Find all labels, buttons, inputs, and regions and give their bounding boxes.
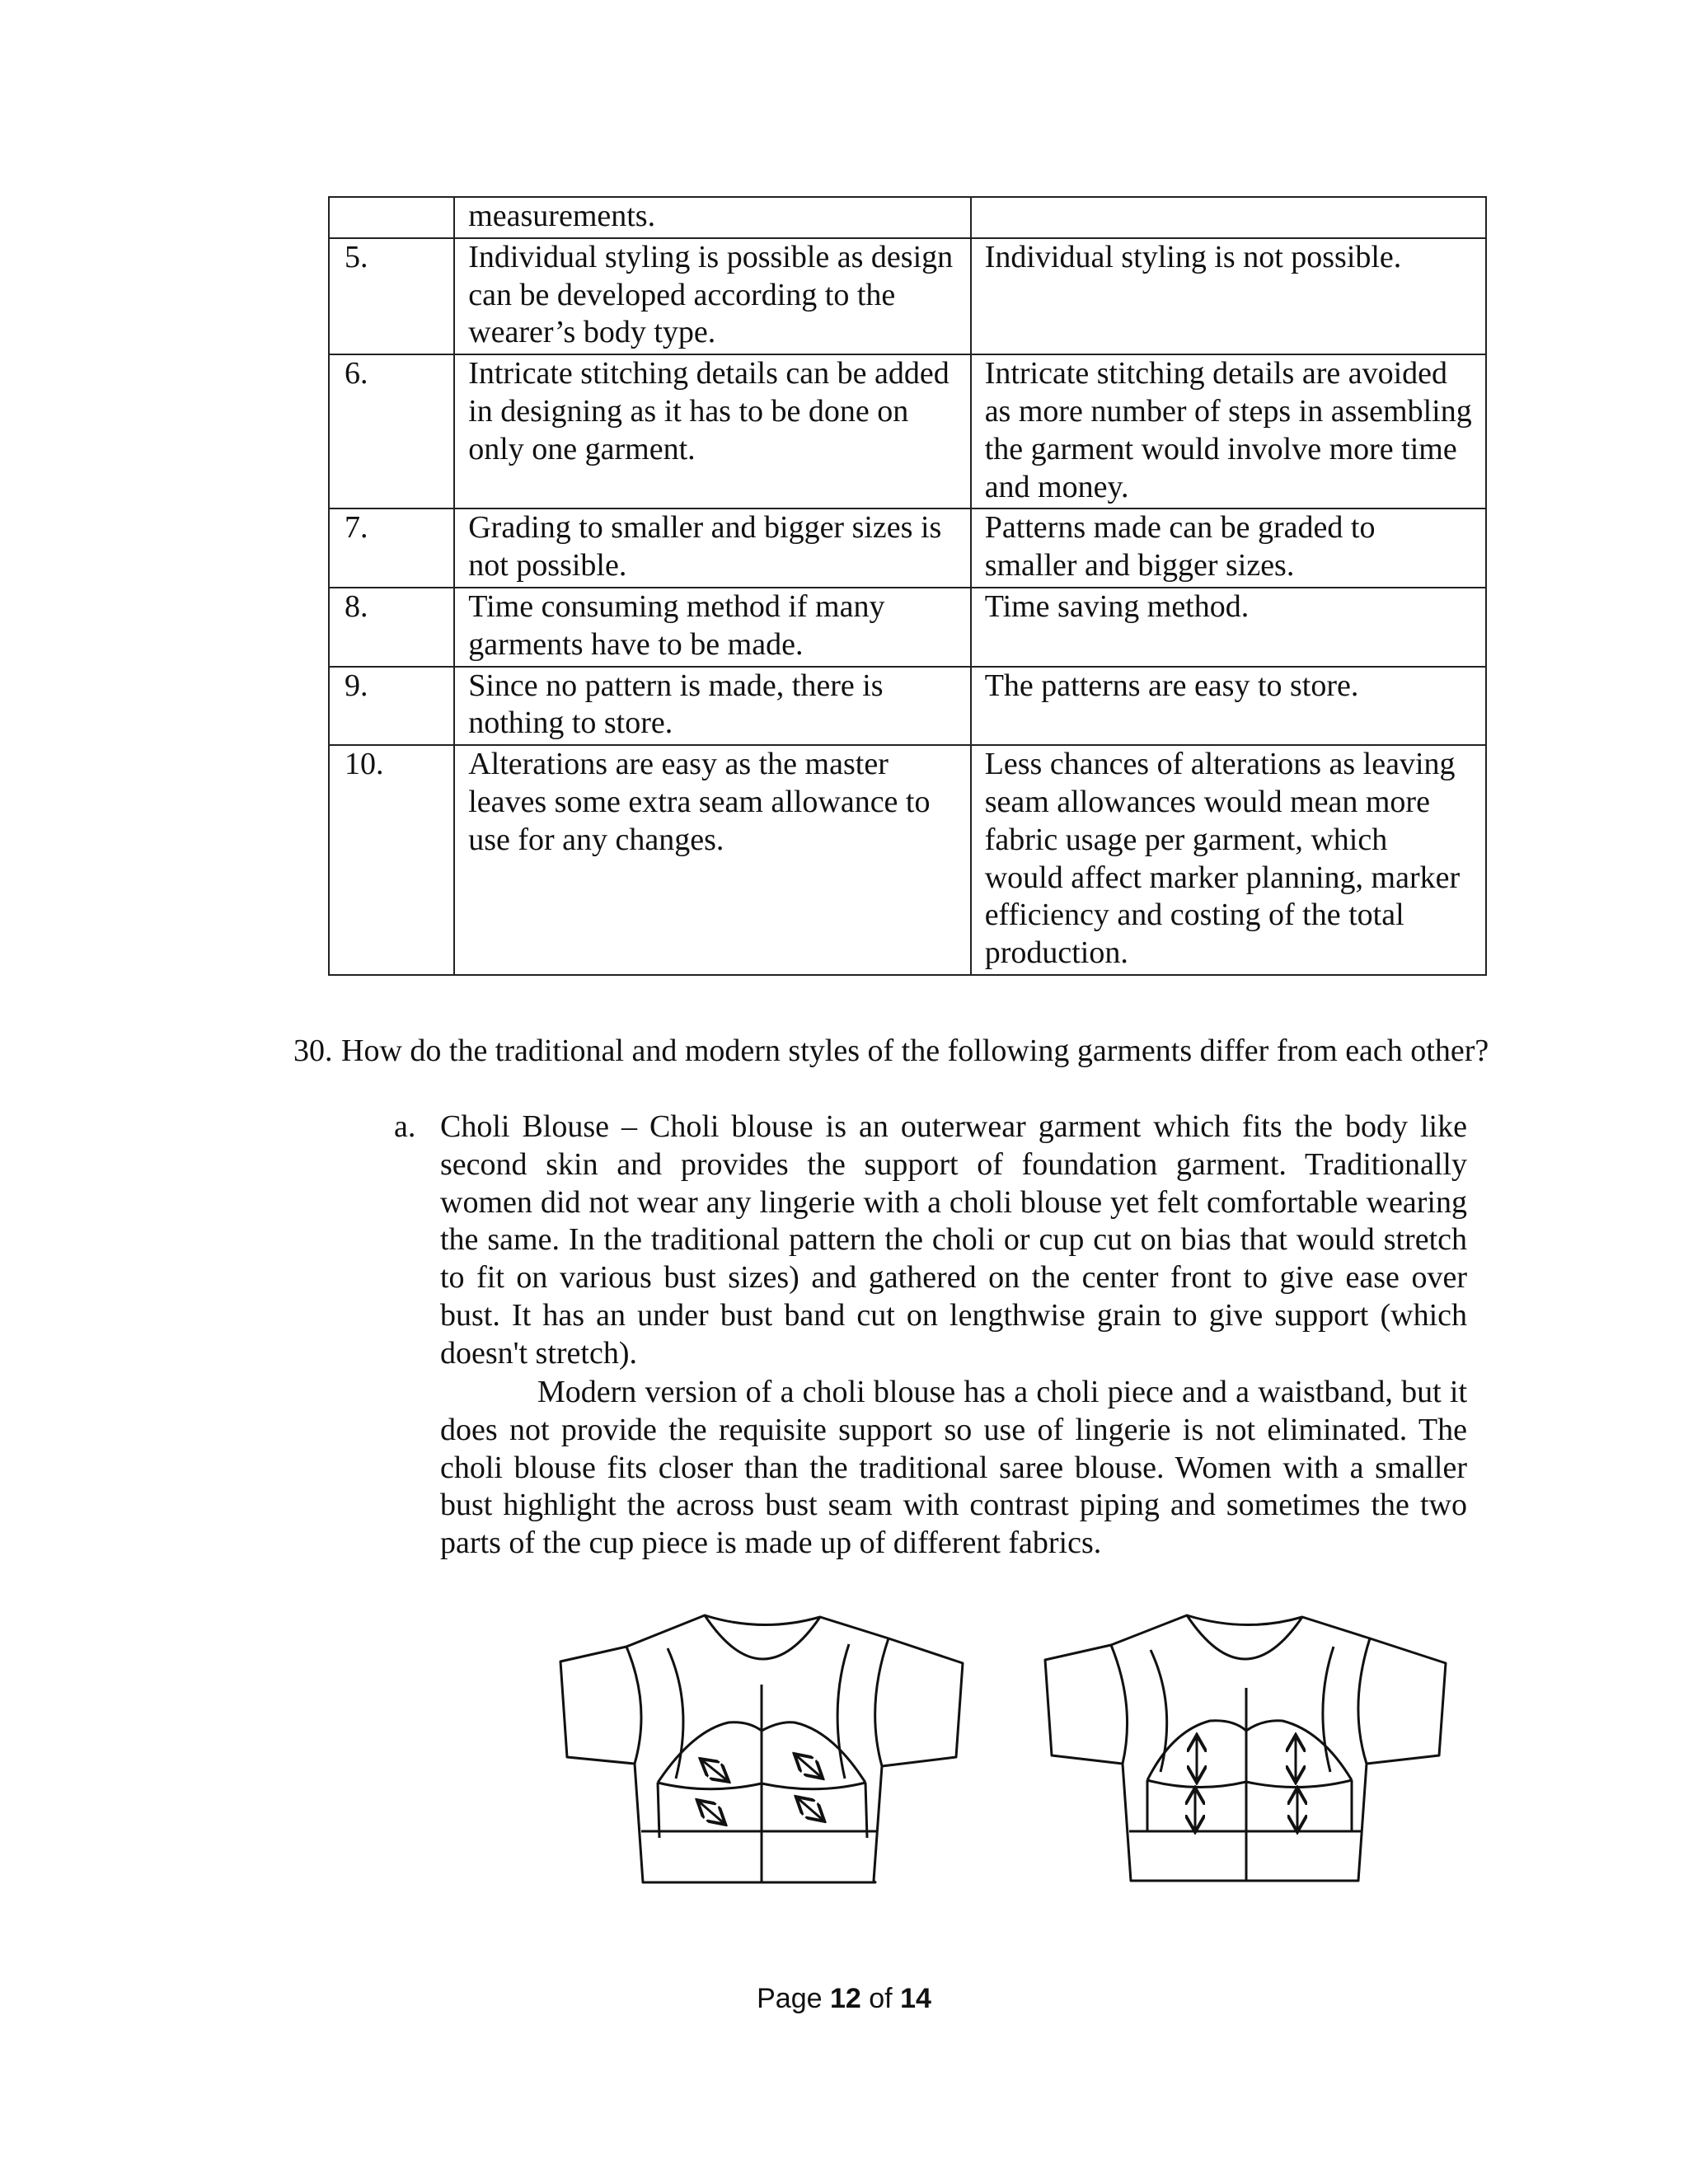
row-number: 10. [329, 745, 454, 975]
choli-paragraph-2: Modern version of a choli blouse has a choli piece and a waistband, but it does not provide the requisite support so use of lingerie is not eliminated. The choli blouse fits closer than the traditional saree blouse. Women with a smaller bust highlight the across bust seam with contrast piping and sometimes the two parts of the cup piece is made up of different fabrics. [440, 1375, 1467, 1561]
question-text: How do the traditional and modern styles of the following garments differ from each other? [341, 1033, 1489, 1068]
footer-of: of [869, 1983, 893, 2014]
modern-choli-blouse [1045, 1615, 1446, 1881]
mass-produced-cell: The patterns are easy to store. [971, 667, 1486, 746]
row-number: 9. [329, 667, 454, 746]
row-number: 5. [329, 238, 454, 354]
mass-produced-cell: Individual styling is not possible. [971, 238, 1486, 354]
custom-made-cell: measurements. [454, 197, 970, 238]
footer-prefix: Page [757, 1983, 823, 2014]
custom-made-cell: Intricate stitching details can be added in designing as it has to be done on only one garment. [454, 354, 970, 509]
mass-produced-cell: Intricate stitching details are avoided as more number of steps in assembling the garment would involve more time and money. [971, 354, 1486, 509]
mass-produced-cell: Time saving method. [971, 588, 1486, 667]
footer-total-pages: 14 [900, 1983, 931, 2014]
mass-produced-cell: Less chances of alterations as leaving seam allowances would mean more fabric usage per garment, which would affect marker planning, marker efficiency and costing of the total production. [971, 745, 1486, 975]
custom-made-cell: Since no pattern is made, there is nothing to store. [454, 667, 970, 746]
traditional-choli-blouse [560, 1615, 963, 1882]
custom-made-cell: Individual styling is possible as design can be developed according to the wearer’s body type. [454, 238, 970, 354]
choli-paragraph-1: Choli Blouse – Choli blouse is an outerwear garment which fits the body like second skin and provides the support of foundation garment. Traditionally women did not wear any lingerie with a choli blouse yet felt comfortable wearing the same. In the traditional pattern the choli or cup cut on bias that would stretch to fit on various bust sizes) and gathered on the center front to give ease over bust. It has an under bust band cut on lengthwise grain to give support (which doesn't stretch). [440, 1109, 1467, 1371]
question-number: 30. [293, 1033, 333, 1068]
row-number: 7. [329, 509, 454, 588]
item-label-a: a. [394, 1109, 416, 1144]
row-number: 6. [329, 354, 454, 509]
row-number: 8. [329, 588, 454, 667]
footer-current-page: 12 [829, 1983, 861, 2014]
mass-produced-cell: Patterns made can be graded to smaller and bigger sizes. [971, 509, 1486, 588]
page-footer [0, 1983, 1688, 2015]
custom-made-cell: Alterations are easy as the master leaves some extra seam allowance to use for any changes. [454, 745, 970, 975]
custom-made-cell: Time consuming method if many garments have to be made. [454, 588, 970, 667]
custom-made-cell: Grading to smaller and bigger sizes is not possible. [454, 509, 970, 588]
